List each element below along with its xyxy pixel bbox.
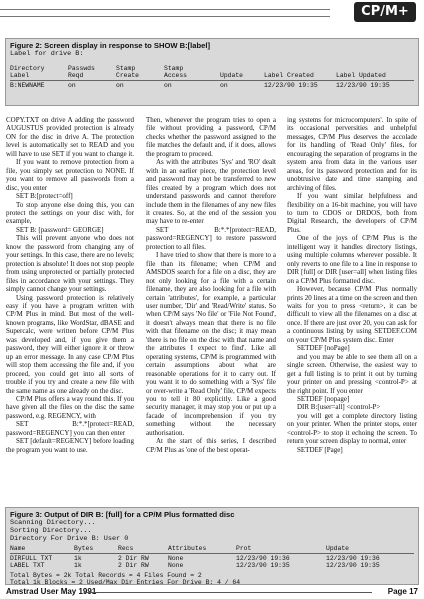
header-cell: Label Created xyxy=(264,72,314,79)
command-line: SETDEF [Page] xyxy=(297,445,343,454)
figure-2-data-row xyxy=(10,82,414,89)
figure-3-title: Figure 3: Output of DIR B: [full] for a CP/M Plus formatted disc xyxy=(10,510,235,519)
header-cell: Bytes xyxy=(74,545,94,552)
command-line: SET B:*.*[protect=READ, password=REGENCY] to restore password protection to all files. xyxy=(146,225,276,251)
figure-2-rule xyxy=(10,80,414,81)
command-line: SET B: [password= GEORGE] xyxy=(16,225,104,234)
data-cell: 1k xyxy=(74,562,82,569)
paragraph: To stop anyone else doing this, you can protect the settings on your disc with, for example, xyxy=(6,200,134,226)
data-cell: None xyxy=(168,562,184,569)
totals-line: Total 1k Blocks = 2 Used/Max Dir Entries For Drive B: 4 / 64 xyxy=(10,579,241,586)
paragraph: This will prevent anyone who does not know the password from changing any of your settings. In this case, there are no levels; protection is absolute! It does not stop people from using unprotected or partially protected files in accordance with your settings. They simply cannot change your settings. xyxy=(6,234,134,294)
figure-2-title: Figure 2: Screen display in response to SHOW B:[label] xyxy=(10,41,211,50)
header-cell: Prot xyxy=(236,545,252,552)
paragraph: Then, whenever the program tries to open a file without providing a password, CP/M checks whether the password assigned to the file matches the default and, if it does, allows the program to proceed. xyxy=(146,116,276,158)
data-cell: on xyxy=(68,82,76,89)
command-line: SET B:[protect=off] xyxy=(16,192,73,201)
data-cell: 12/23/90 19:36 xyxy=(326,555,380,562)
data-cell: 12/23/90 19:35 xyxy=(336,82,390,89)
data-cell: 2 Dir RW xyxy=(118,555,149,562)
data-cell: DIRFULL TXT xyxy=(10,555,53,562)
figure-2-subtitle: Label for drive B: xyxy=(10,50,84,58)
header-bar xyxy=(0,0,424,24)
header-cell: Update xyxy=(326,545,350,552)
footer-rule xyxy=(84,592,372,593)
header-cell: Passwds xyxy=(68,65,95,72)
paragraph: Using password protection is relatively easy if you have a program written with CP/M Plus in mind. But most of the well-known programs, like WordStar, dBASE and Supercalc, were written before CP/M Plus was developed and, if you give them a password, they will either ignore it or throw up an error message. In any case CP/M Plus will stop them accessing the file and, if you proceed, you could get into all sorts of trouble if you try and create a new file with the same name as one already on the disc. xyxy=(6,293,134,395)
figure-3-row xyxy=(10,555,414,562)
header-cell xyxy=(336,65,406,72)
data-cell: 12/23/90 19:35 xyxy=(264,82,318,89)
figure-3-box xyxy=(5,507,419,585)
paragraph: CP/M Plus offers a way round this. If you have given all the files on the disc the same password, e.g. REGENCY, with xyxy=(6,394,134,420)
header-cell: Create xyxy=(116,72,140,79)
paragraph: I have tried to show that there is more to a file than its filename; when CP/M and AMSDOS search for a file on a disc, they are not only looking for a file with a certain filename, they are also looking for a file with certain 'attributes', for example, a particular user number, 'Dir' and 'Read/Write' status. So when CP/M says 'No file' or 'File Not Found', it doesn't always mean that there is no file with that filename on the disc; it may mean 'there is no file on the disc with that name and the attributes I expect to find'. Like all operating systems, CP/M is programmed with certain assumptions about what are reasonable operations for it to carry out. If you want it to do something with a 'Sys' file or over-write a 'Read Only' file, CP/M expects you to tell it 80 explicitly. Like a good security manager, it may stop you or put up a facade of incomprehension if you try something without the necessary authorisation. xyxy=(146,251,276,437)
page-number: Page 17 xyxy=(387,587,418,596)
header-cell: Attributes xyxy=(168,545,207,552)
paragraph: However, because CP/M Plus normally prints 20 lines at a time on the screen and then waits for you to press <return>, it can be difficult to view all the filenames on a disc at once. If there are just over 20, you can ask for a continuous listing by using SETDEF.COM on your CP/M Plus system disc. Enter xyxy=(287,285,417,344)
figure-2-box xyxy=(5,38,419,106)
data-cell: on xyxy=(220,82,228,89)
paragraph: As with the attributes 'Sys' and 'RO' dealt with in an earlier piece, the protection level and password may not be transferred to new files created by a program which does not understand passwords and cannot therefore include them in the filenames of any new files it creates. So, at the end of the session you may have to re-enter xyxy=(146,158,276,226)
header-cell: Access xyxy=(164,72,188,79)
data-cell: B:NEWNAME xyxy=(10,82,45,89)
command-line: SET B:*.*[protect=READ, password=REGENCY] you can then enter xyxy=(6,420,134,437)
header-cell: Stamp xyxy=(164,65,184,72)
data-cell: 12/23/90 19:35 xyxy=(326,562,380,569)
header-cell: Reqd xyxy=(68,72,84,79)
header-cell: Label xyxy=(10,72,30,79)
data-cell: LABEL TXT xyxy=(10,562,45,569)
paragraph: and you may be able to see them all on a single screen. Otherwise, the easiest way to get a full listing is to print it out by turning your printer on and pressing <control-P> at the right point. If you enter xyxy=(287,352,417,395)
cpm-plus-logo: CP/M+ xyxy=(354,2,416,22)
paragraph: If you want to remove protection from a file, you simply set protection to NONE. If you want to remove all passwords from a disc, you enter xyxy=(6,158,134,192)
publication-name: Amstrad User May 1991 xyxy=(6,587,97,596)
header-cell: Name xyxy=(10,545,26,552)
command-line: SET [default=REGENCY] before loading the program you want to use. xyxy=(6,437,134,454)
header-cell xyxy=(220,65,264,72)
command-line: SETDEF [noPage] xyxy=(297,344,350,353)
header-cell xyxy=(264,65,336,72)
header-cell: Update xyxy=(220,72,244,79)
figure-2-table xyxy=(10,65,414,89)
paragraph: you will get a complete directory listing on your printer. When the printer stops, enter <control-P> to stop it echoing the screen. To return your screen display to normal, enter xyxy=(287,411,417,446)
figure-2-header-row-1 xyxy=(10,65,414,72)
paragraph: COPY.TXT on drive A adding the password AUGUSTUS provided protection is already ON for the disc in drive A. The protection level is automatically set to READ and you will have to use SET if you want to change it. xyxy=(6,116,134,158)
header-stripe xyxy=(0,9,330,17)
header-cell: Directory xyxy=(10,65,45,72)
figure-3-table xyxy=(6,543,418,586)
header-cell: Label Updated xyxy=(336,72,386,79)
data-cell: None xyxy=(168,555,184,562)
figure-3-header-row xyxy=(10,545,414,552)
data-cell: on xyxy=(116,82,124,89)
article-column-2 xyxy=(146,116,276,454)
figure-3-rule xyxy=(10,553,414,554)
page-footer xyxy=(6,586,418,598)
paragraph: ing systems for microcomputers'. In spite of its occasional perversities and unhelpful messages, CP/M Plus deserves the accolade for its handling of 'Read Only' files, for encouraging the separation of programs in the system area from data in the various user areas, for its password protection and for its unobtrusive date and time stamping and archiving of files. xyxy=(287,116,417,192)
paragraph: One of the joys of CP/M Plus is the intelligent way it handles directory listings, using multiple columns wherever possible. It only reverts to one file to a line in response to DIR [full] or DIR [user=all] when listing files on a CP/M Plus formatted disc. xyxy=(287,234,417,285)
data-cell: 12/23/90 19:36 xyxy=(236,555,290,562)
data-cell: 12/23/90 19:35 xyxy=(236,562,290,569)
paragraph: If you want similar helpfulness and flexibility on a 16-bit machine, you will have to turn to CDOS or DRDOS, both from Digital Research, the developers of CP/M Plus. xyxy=(287,192,417,234)
article-column-1 xyxy=(6,116,134,454)
data-cell: 2 Dir RW xyxy=(118,562,149,569)
header-cell: Recs xyxy=(118,545,134,552)
data-cell: 1k xyxy=(74,555,82,562)
paragraph: At the start of this series, I described CP/M Plus as 'one of the best operat- xyxy=(146,437,276,454)
figure-2-header-row-2 xyxy=(10,72,414,79)
sort-line: Sorting Directory... xyxy=(10,527,92,535)
totals-line: Total Bytes = 2k Total Records = 4 Files Found = 2 xyxy=(10,572,202,579)
figure-3-row xyxy=(10,562,414,569)
command-line: SETDEF [nopage] xyxy=(297,394,350,403)
data-cell: on xyxy=(164,82,172,89)
scan-line: Scanning Directory... xyxy=(10,519,96,527)
header-cell: Stamp xyxy=(116,65,136,72)
command-line: DIR B:[user=all] <control-P> xyxy=(297,403,381,412)
directory-line: Directory For Drive B: User 0 xyxy=(10,535,129,543)
article-column-3 xyxy=(287,116,417,454)
